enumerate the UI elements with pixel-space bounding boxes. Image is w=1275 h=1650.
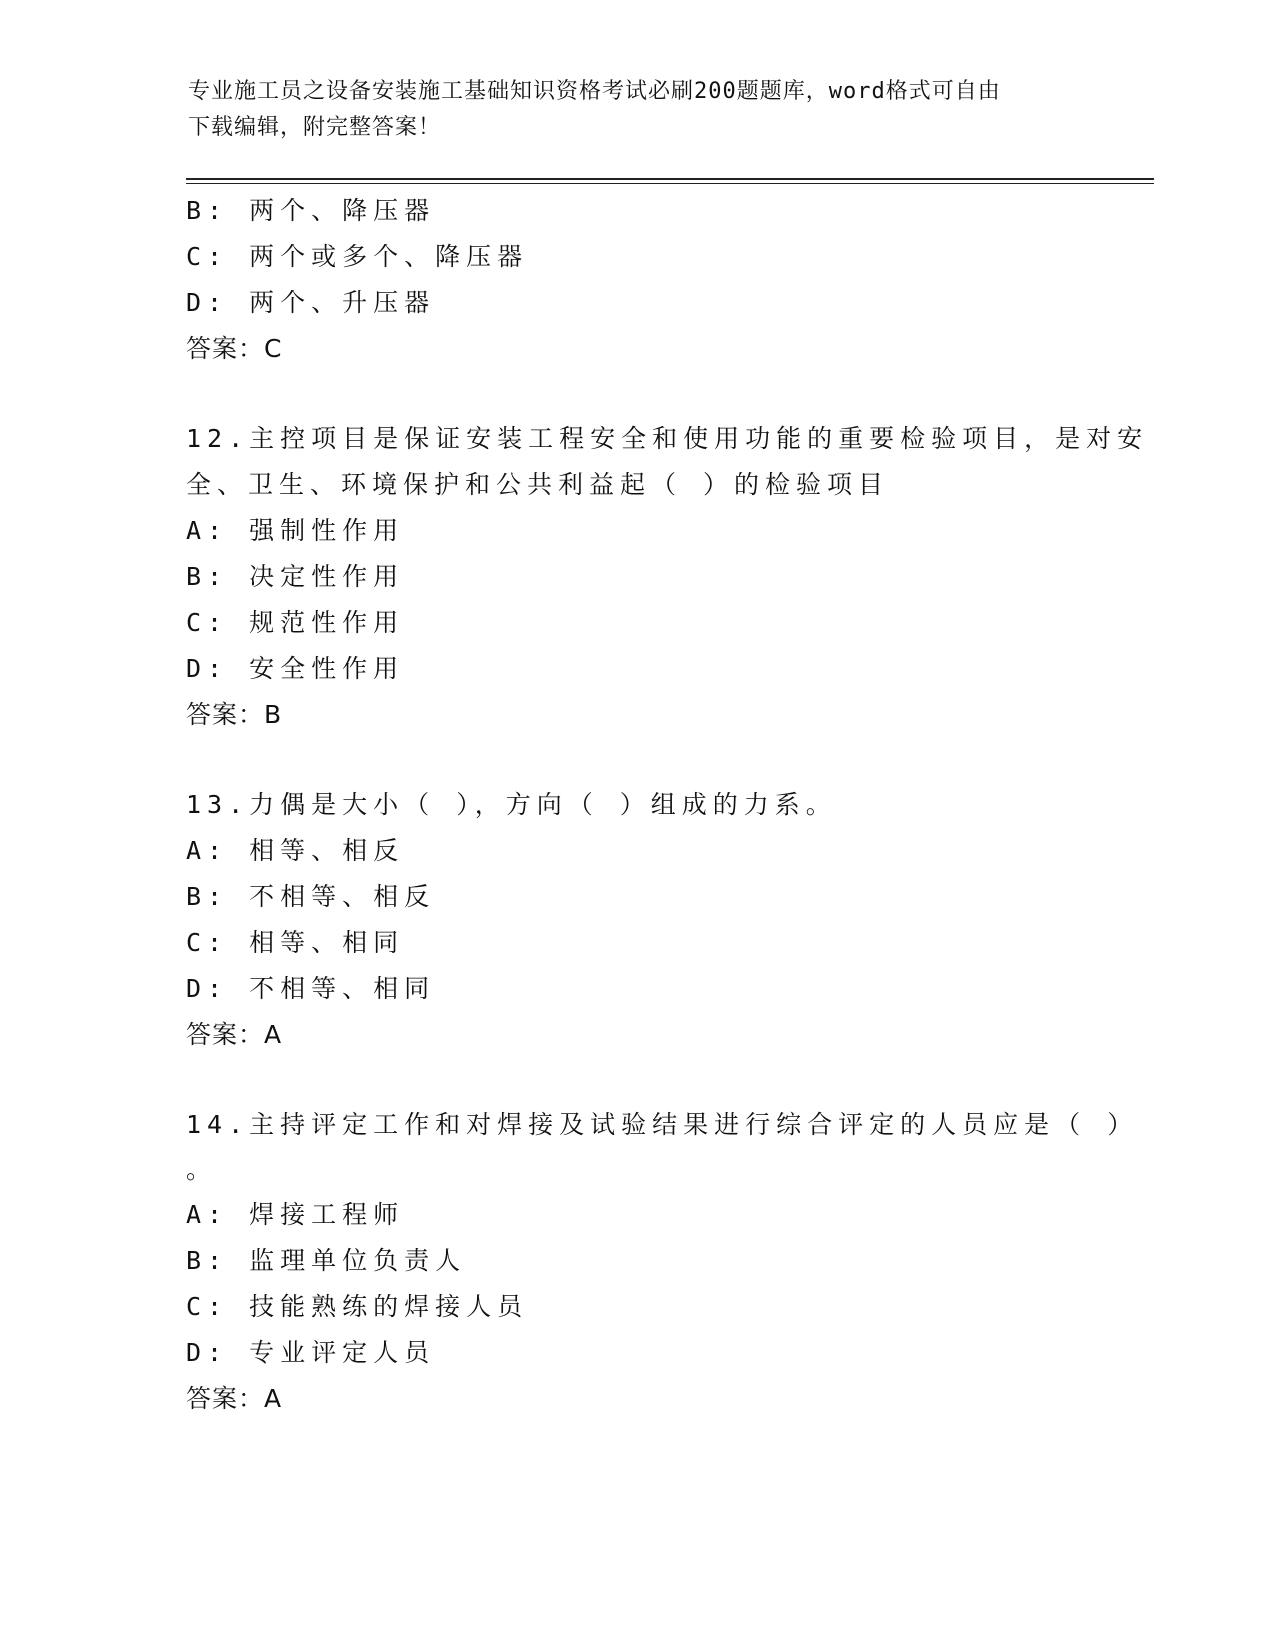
option-c: C: 相等、相同 xyxy=(186,928,405,957)
answer: 答案：C xyxy=(186,334,283,363)
option-c: C: 技能熟练的焊接人员 xyxy=(186,1292,529,1321)
spacer xyxy=(186,1058,1086,1102)
question-14 xyxy=(186,1102,1139,1422)
header-rule-thick xyxy=(186,178,1154,180)
document-body xyxy=(186,188,1149,1422)
option-c: C: 规范性作用 xyxy=(186,608,405,637)
question-text-line-1: 13.力偶是大小（ ），方向（ ）组成的力系。 xyxy=(186,790,837,819)
answer: 答案：A xyxy=(186,1384,283,1413)
answer: 答案：B xyxy=(186,700,283,729)
option-b: B: 监理单位负责人 xyxy=(186,1246,467,1275)
document-title-line-1: 专业施工员之设备安装施工基础知识资格考试必刷200题题库，word格式可自由 xyxy=(188,79,1001,104)
option-a: A: 相等、相反 xyxy=(186,836,405,865)
option-d: D: 安全性作用 xyxy=(186,654,405,683)
question-text-line-2: 全、卫生、环境保护和公共利益起（ ）的检验项目 xyxy=(186,470,890,499)
option-b: B: 不相等、相反 xyxy=(186,882,436,911)
spacer xyxy=(186,738,1086,782)
question-text-line-1: 12.主控项目是保证安装工程安全和使用功能的重要检验项目，是对安 xyxy=(186,424,1149,453)
question-12 xyxy=(186,416,1149,738)
option-c: C: 两个或多个、降压器 xyxy=(186,242,529,271)
option-d: D: 不相等、相同 xyxy=(186,974,436,1003)
option-d: D: 两个、升压器 xyxy=(186,288,436,317)
option-b: B: 决定性作用 xyxy=(186,562,405,591)
question-13 xyxy=(186,782,1086,1058)
document-header xyxy=(188,74,1068,146)
question-11-tail xyxy=(186,188,1086,372)
header-rule-thin xyxy=(186,183,1154,184)
option-a: A: 焊接工程师 xyxy=(186,1200,405,1229)
option-d: D: 专业评定人员 xyxy=(186,1338,436,1367)
spacer xyxy=(186,372,1086,416)
answer: 答案：A xyxy=(186,1020,283,1049)
option-b: B: 两个、降压器 xyxy=(186,196,436,225)
question-text-line-1: 14.主持评定工作和对焊接及试验结果进行综合评定的人员应是（ ） xyxy=(186,1110,1139,1139)
document-title-line-2: 下载编辑，附完整答案！ xyxy=(188,115,442,140)
option-a: A: 强制性作用 xyxy=(186,516,405,545)
question-text-line-2: 。 xyxy=(186,1155,218,1184)
